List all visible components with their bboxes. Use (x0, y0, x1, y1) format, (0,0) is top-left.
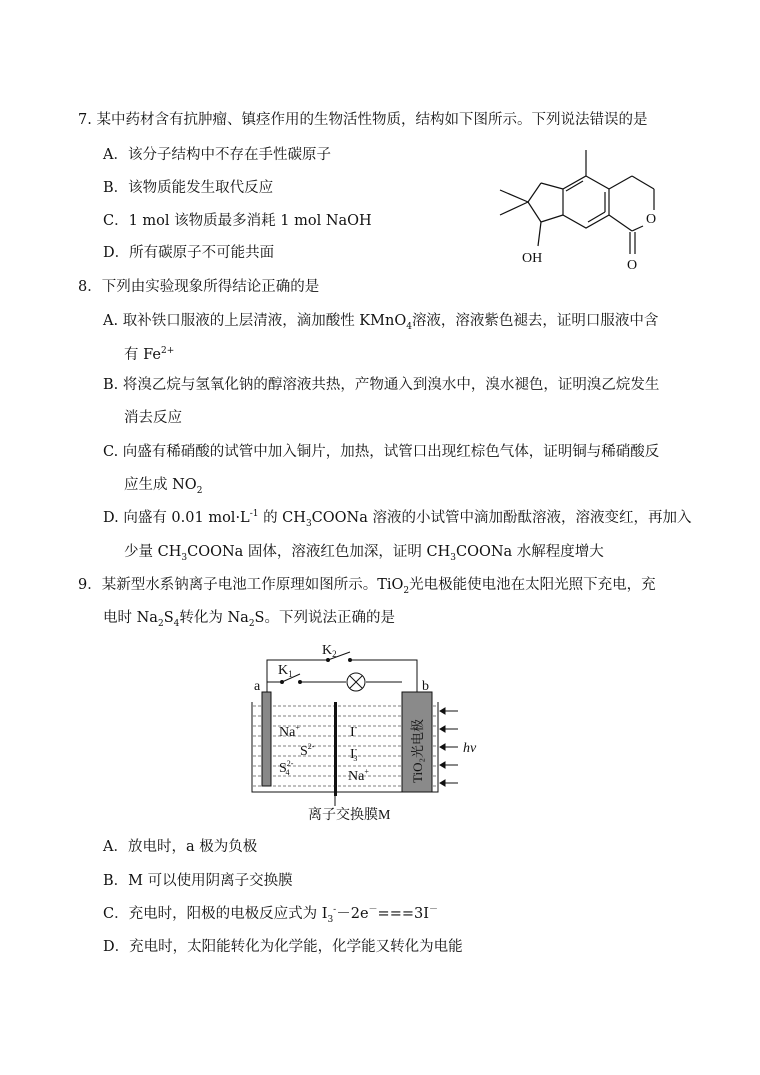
diagram-membrane-label: 离子交换膜M (308, 808, 391, 823)
diagram-s2-label: $S^{2-}$ (300, 742, 315, 759)
q8-option-c-line2: 应生成 $NO_2$ (124, 477, 203, 496)
q8-option-d-line1: D. 向盛有 0.01 $mol\cdot L^{-1}$ 的 $CH_3COONa$ 溶液的小试管中滴加酚酞溶液，溶液变红，再加入 (103, 509, 692, 529)
diagram-iodide-label: I- (350, 723, 358, 740)
mol-carbonyl-oxygen-label: O (627, 258, 638, 273)
q7-option-b: B．该物质能发生取代反应 (103, 180, 274, 196)
diagram-k1-label: $K_1$ (278, 663, 293, 679)
q9-stem-line2: 电时 $Na_2S_4$转化为 $Na_2S$。下列说法正确的是 (103, 610, 395, 629)
mol-oh-label: OH (522, 251, 543, 266)
q9-option-b: B．M 可以使用阴离子交换膜 (103, 873, 293, 889)
q7-option-c: C．1 mol 该物质最多消耗 1 mol NaOH (103, 213, 372, 229)
q8-option-a-line2: 有 $Fe^{2+}$ (124, 346, 175, 363)
q8-option-b-line1: B. 将溴乙烷与氢氧化钠的醇溶液共热，产物通入到溴水中，溴水褪色，证明溴乙烷发生 (103, 377, 660, 393)
q8-option-d-line2: 少量 $CH_3COONa$ 固体，溶液红色加深，证明 $CH_3COONa$ 水解程度增大 (124, 544, 604, 563)
q8-option-b-line2: 消去反应 (124, 410, 182, 426)
diagram-electrode-b-label: b (422, 679, 429, 694)
battery-diagram (250, 640, 500, 825)
q8-stem: 8．下列由实验现象所得结论正确的是 (78, 279, 320, 295)
q9-stem-line1: 9．某新型水系钠离子电池工作原理如图所示。TiO$_2$光电极能使电池在太阳光照下充电，充 (78, 577, 656, 596)
diagram-hv-label: hν (463, 741, 477, 756)
diagram-s4-label: $S^{2-}4$ (279, 759, 294, 777)
q8-option-a-line1: A. 取补铁口服液的上层清液，滴加酸性 KMnO$_4$溶液，溶液紫色褪去，证明口服液中含 (103, 313, 659, 332)
diagram-tio2-electrode-label: TiO₂光电极 (410, 718, 425, 783)
molecule-structure (486, 140, 676, 275)
diagram-na-left-label: Na+ (279, 723, 300, 740)
q7-option-a: A．该分子结构中不存在手性碳原子 (103, 147, 331, 163)
q8-option-c-line1: C. 向盛有稀硝酸的试管中加入铜片，加热，试管口出现红棕色气体，证明铜与稀硝酸反 (103, 444, 660, 460)
q7-option-d: D．所有碳原子不可能共面 (103, 245, 275, 261)
diagram-triiodide-label: I-3 (350, 745, 358, 763)
diagram-electrode-a-label: a (254, 679, 261, 694)
q9-option-c: C．充电时，阳极的电极反应式为 $I_3^--2e^-===3I^-$ (103, 905, 438, 925)
mol-ring-oxygen-label: O (646, 212, 657, 227)
q7-stem: 7. 某中药材含有抗肿瘤、镇痉作用的生物活性物质，结构如下图所示。下列说法错误的是 (78, 112, 648, 128)
q9-option-d: D．充电时，太阳能转化为化学能，化学能又转化为电能 (103, 939, 463, 955)
diagram-na-right-label: Na+ (348, 767, 369, 784)
q9-option-a: A．放电时，a 极为负极 (103, 839, 258, 855)
diagram-k2-label: $K_2$ (322, 643, 337, 659)
